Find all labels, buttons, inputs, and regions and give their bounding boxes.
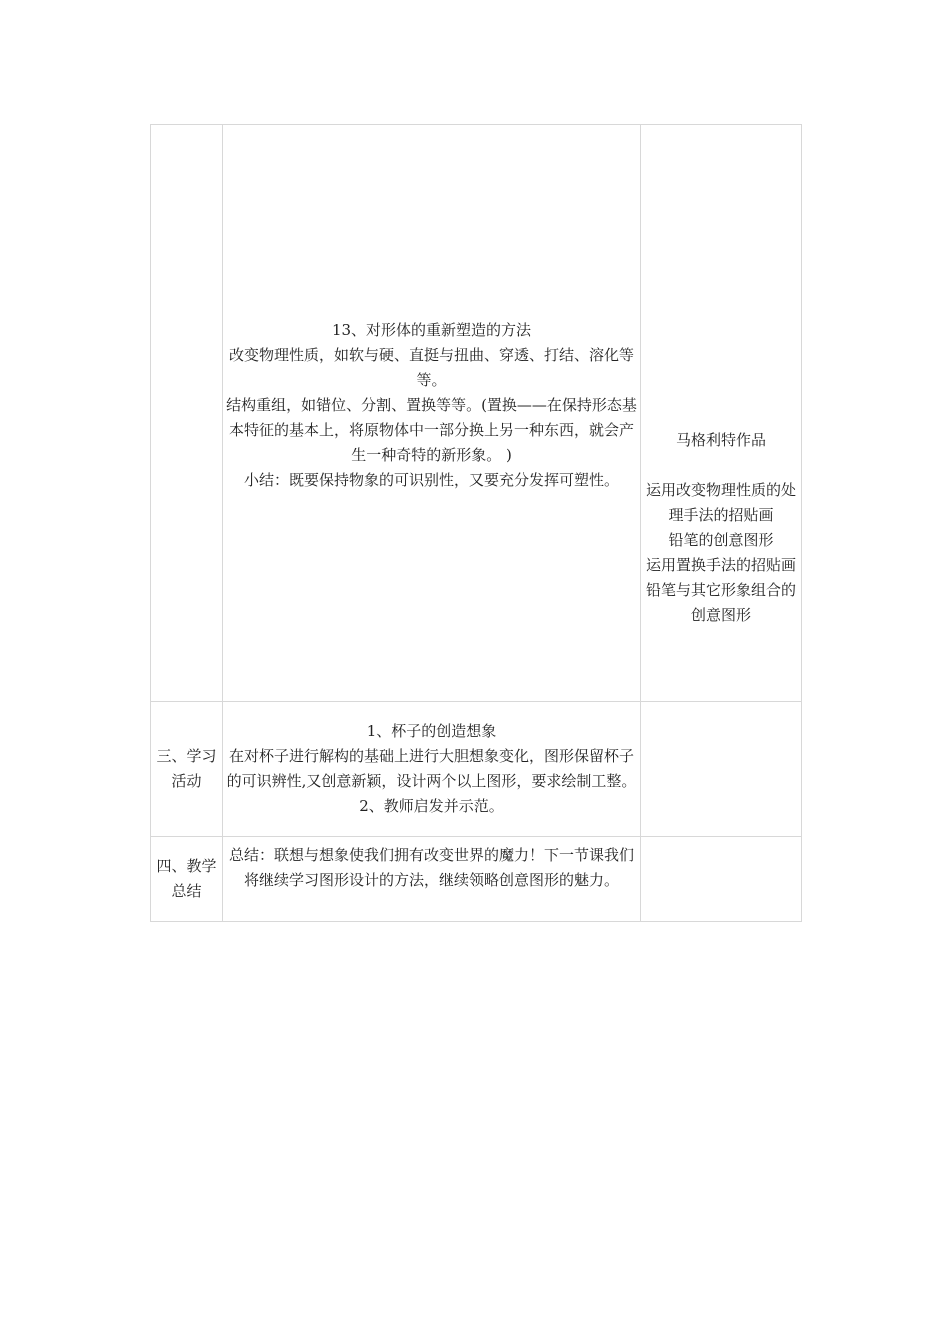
table-row-activity <box>151 702 802 837</box>
activity-teacher-demo: 2、教师启发并示范。 <box>359 797 504 815</box>
stage-cell: 三、学习活动 <box>151 702 223 837</box>
media-cell <box>641 702 802 837</box>
method-heading: 13、对形体的重新塑造的方法 <box>331 321 532 339</box>
media-spacer <box>644 453 798 478</box>
media-item: 运用改变物理性质的处理手法的招贴画 <box>645 481 796 524</box>
stage-cell <box>151 125 223 702</box>
media-cell <box>641 837 802 922</box>
media-item: 铅笔的创意图形 <box>668 531 774 549</box>
method-summary: 小结：既要保持物象的可识别性，又要充分发挥可塑性。 <box>243 471 619 489</box>
method-physical: 改变物理性质，如软与硬、直挺与扭曲、穿透、打结、溶化等等。 <box>228 346 634 389</box>
content-cell <box>223 702 641 837</box>
method-restructure: 结构重组，如错位、分割、置换等等。(置换——在保持形态基本特征的基本上，将原物体中一部分换上另一种东西，就会产生一种奇特的新形象。 ) <box>226 396 637 464</box>
content-cell <box>223 837 641 922</box>
media-title: 马格利特作品 <box>675 431 766 449</box>
activity-description: 在对杯子进行解构的基础上进行大胆想象变化，图形保留杯子的可识辨性,又创意新颖，设计两个以上图形，要求绘制工整。 <box>226 747 637 790</box>
stage-cell: 四、教学总结 <box>151 837 223 922</box>
media-item: 运用置换手法的招贴画 <box>645 556 796 574</box>
table-row-method <box>151 125 802 702</box>
media-item: 铅笔与其它形象组合的创意图形 <box>645 581 796 624</box>
content-cell <box>223 125 641 702</box>
summary-text: 总结：联想与想象使我们拥有改变世界的魔力！下一节课我们将继续学习图形设计的方法，继续领略创意图形的魅力。 <box>228 846 634 889</box>
lesson-plan-table <box>150 124 802 922</box>
activity-heading: 1、杯子的创造想象 <box>366 722 497 740</box>
table-row-summary <box>151 837 802 922</box>
media-cell <box>641 125 802 702</box>
